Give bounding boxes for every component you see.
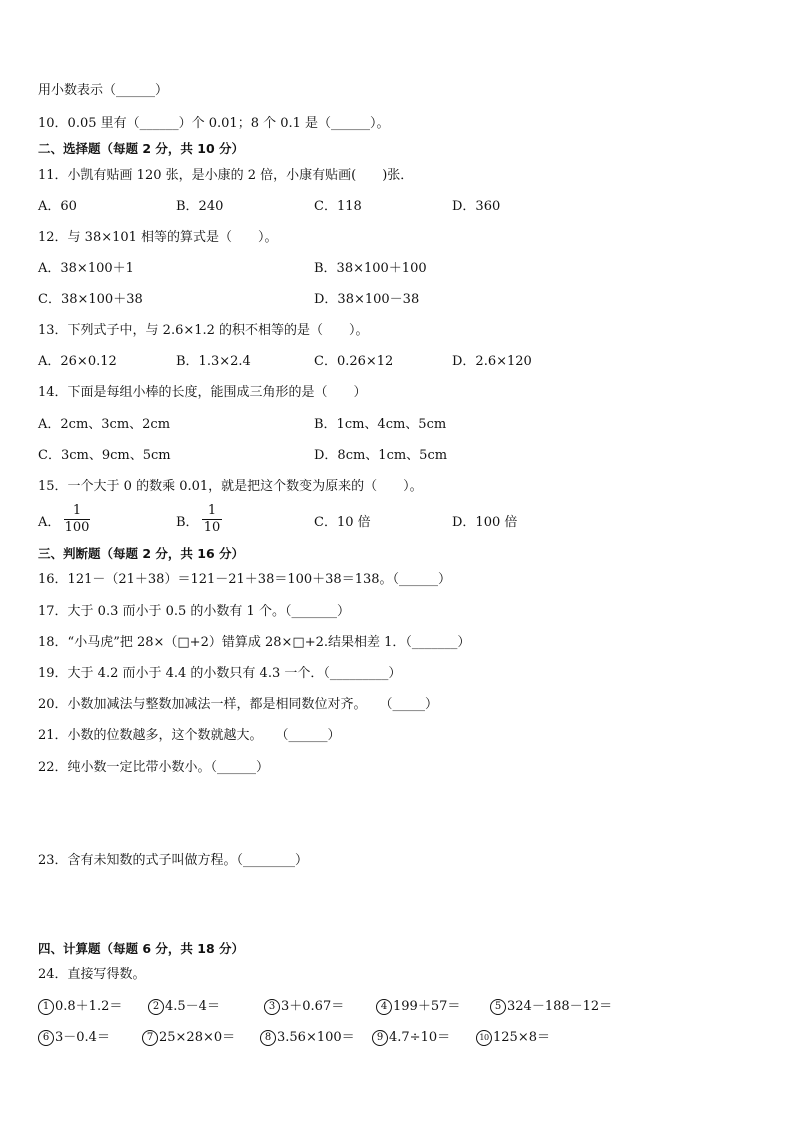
calc-item-8 [260,1029,355,1047]
q13-option-a: A．26×0.12 [38,354,117,369]
calc-item-7 [142,1029,235,1047]
circled-number: 8 [260,1030,276,1046]
calc-expression: 4.5－4＝ [165,999,220,1014]
circled-number: 1 [38,999,54,1015]
text-line-decimal: 用小数表示（______） [38,83,169,98]
question-19: 19．大于 4.2 而小于 4.4 的小数只有 4.3 一个．（_________） [38,666,402,681]
fraction-numerator: 1 [72,503,82,518]
section-heading-judgement: 三、判断题（每题 2 分，共 16 分） [38,546,245,561]
calc-item-9 [372,1029,450,1047]
question-17: 17．大于 0.3 而小于 0.5 的小数有 1 个。（_______） [38,604,350,619]
q15-option-b-fraction [202,503,222,536]
question-22: 22．纯小数一定比带小数小。（______） [38,760,270,775]
calc-expression: 3.56×100＝ [277,1030,355,1045]
question-23: 23．含有未知数的式子叫做方程。（________） [38,853,309,868]
q11-option-c: C．118 [314,199,362,214]
calc-expression: 4.7÷10＝ [389,1030,451,1045]
q11-option-d: D．360 [452,199,501,214]
calc-expression: 199＋57＝ [393,999,461,1014]
section-heading-choice: 二、选择题（每题 2 分，共 10 分） [38,141,245,156]
q13-option-d: D．2.6×120 [452,354,532,369]
q13-option-b: B．1.3×2.4 [176,354,251,369]
q12-option-b: B．38×100＋100 [314,261,427,276]
circled-number: 5 [490,999,506,1015]
calc-expression: 125×8＝ [493,1030,550,1045]
question-16: 16．121－（21＋38）＝121－21＋38＝100＋38＝138。（______） [38,572,452,587]
q11-option-b: B．240 [176,199,224,214]
circled-number: 7 [142,1030,158,1046]
calc-expression: 0.8＋1.2＝ [55,999,123,1014]
q14-option-b: B．1cm、4cm、5cm [314,417,447,432]
question-24: 24．直接写得数。 [38,967,146,982]
calc-item-4 [376,998,460,1016]
circled-number: 6 [38,1030,54,1046]
calc-expression: 25×28×0＝ [159,1030,236,1045]
q15-option-a-fraction [64,503,90,536]
calc-item-3 [264,998,344,1016]
q12-option-d: D．38×100－38 [314,292,420,307]
calc-item-2 [148,998,220,1016]
q15-option-d: D．100 倍 [452,515,518,530]
q14-option-c: C．3cm、9cm、5cm [38,448,171,463]
section-heading-calculation: 四、计算题（每题 6 分，共 18 分） [38,941,245,956]
fraction-denominator: 10 [203,520,221,535]
calc-item-10 [476,1029,550,1047]
q15-option-b-label: B． [176,515,199,530]
q12-option-c: C．38×100＋38 [38,292,143,307]
circled-number: 2 [148,999,164,1015]
question-14: 14．下面是每组小棒的长度，能围成三角形的是（ ） [38,385,367,400]
question-21: 21．小数的位数越多，这个数就越大。 （______） [38,728,341,743]
circled-number: 10 [476,1030,492,1046]
question-20: 20．小数加减法与整数加减法一样，都是相同数位对齐。 （_____） [38,697,439,712]
circled-number: 3 [264,999,280,1015]
q13-option-c: C．0.26×12 [314,354,394,369]
question-15: 15．一个大于 0 的数乘 0.01，就是把这个数变为原来的（ ）。 [38,479,423,494]
q12-option-a: A．38×100＋1 [38,261,134,276]
fraction-numerator: 1 [207,503,217,518]
calc-expression: 3－0.4＝ [55,1030,110,1045]
question-13: 13．下列式子中，与 2.6×1.2 的积不相等的是（ ）。 [38,323,369,338]
question-18: 18．“小马虎”把 28×（□+2）错算成 28×□+2.结果相差 1．（_______） [38,635,471,650]
fraction-denominator: 100 [64,520,90,535]
calc-item-1 [38,998,122,1016]
circled-number: 4 [376,999,392,1015]
calc-item-5 [490,998,612,1016]
question-10: 10．0.05 里有（______）个 0.01；8 个 0.1 是（______）。 [38,116,390,131]
q14-option-d: D．8cm、1cm、5cm [314,448,448,463]
calc-expression: 324－188－12＝ [507,999,613,1014]
q11-option-a: A．60 [38,199,77,214]
question-12: 12．与 38×101 相等的算式是（ ）。 [38,230,278,245]
circled-number: 9 [372,1030,388,1046]
calc-expression: 3＋0.67＝ [281,999,345,1014]
q14-option-a: A．2cm、3cm、2cm [38,417,171,432]
calc-item-6 [38,1029,110,1047]
q15-option-a-label: A． [38,515,61,530]
q15-option-c: C．10 倍 [314,515,371,530]
question-11: 11．小凯有贴画 120 张，是小康的 2 倍，小康有贴画( )张． [38,168,414,183]
